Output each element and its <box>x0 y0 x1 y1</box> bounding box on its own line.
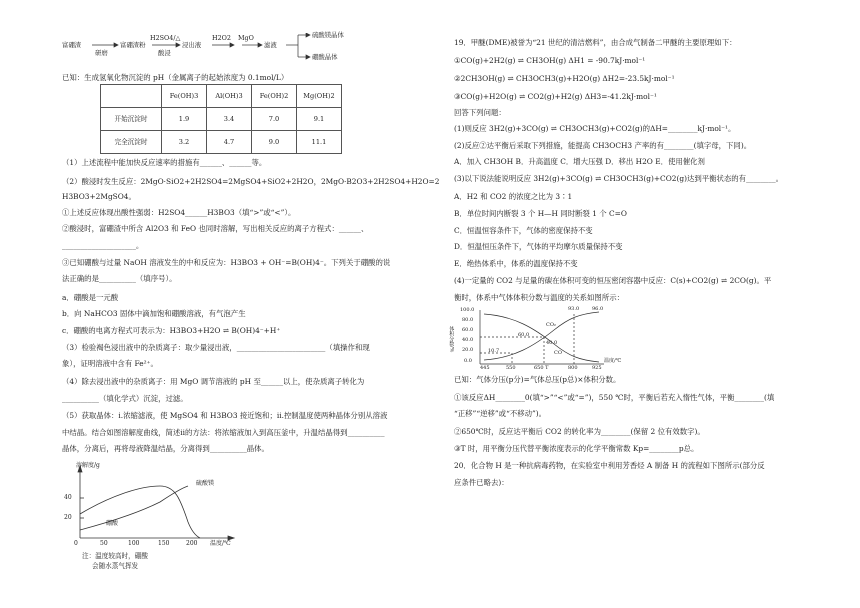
sub-question-2: ②650℃时，反应达平衡后 CO2 的转化率为________(保留 2 位有效数字)。 <box>454 427 705 436</box>
question-5-cont: 中结晶。结合如图溶解度曲线，简述ii的方法：将浓缩液加入到高压釜中，升温结晶得到__________ <box>62 428 385 437</box>
question-1: （1）上述流程中能加快反应速率的措施有______、______等。 <box>62 158 267 167</box>
flow-node-slag: 富硼渣 <box>62 41 82 49</box>
question-2-part2: ②酸浸时，富硼渣中所含 Al2O3 和 FeO 也同时溶解，写出相关反应的离子方程式：______、 <box>62 224 369 233</box>
graph-xlabel: 温度/℃ <box>210 540 231 547</box>
table-cell: 1.9 <box>162 108 207 131</box>
eq-curve-co: CO <box>554 350 562 356</box>
eq-ytick: 100.0 <box>460 307 475 313</box>
flow-node-filtrate: 滤液 <box>264 41 277 49</box>
flow-step-reagent: H2SO4/△ <box>150 34 181 42</box>
eq-xtick: 550 <box>506 365 516 371</box>
part-3-option-a: A．H2 和 CO2 的浓度之比为 3∶1 <box>454 192 573 201</box>
eq-xtick: 445 <box>480 365 490 371</box>
reaction-3: ③CO(g)+H2O(g) ⇌ CO2(g)+H2(g) ΔH3=-41.2kJ·mol⁻¹ <box>454 92 657 101</box>
sub-question-1: ①该反应ΔH________0(填“>”“<”或“=”)，550 ℃时，平衡后若充入惰性气体，平衡________(填 <box>454 393 775 402</box>
eq-graph-ylabel: 体积分数/% <box>448 326 455 353</box>
eq-ytick: 0.0 <box>464 358 472 364</box>
part-3-option-b: B．单位时间内断裂 3 个 H—H 同时断裂 1 个 C=O <box>454 209 627 218</box>
part-3-option-e: E．绝热体系中，体系的温度保持不变 <box>454 259 578 268</box>
part-2-options: A．加入 CH3OH B．升高温度 C．增大压强 D．移出 H2O E．使用催化剂 <box>454 157 705 166</box>
sub-question-1-cont: “正移”“逆移”或“不移动”)。 <box>454 409 547 418</box>
question-3-cont: 象），证明溶液中含有 Fe²⁺。 <box>62 359 158 368</box>
flow-step-mgo: MgO <box>238 34 254 42</box>
table-header-row <box>101 85 342 108</box>
table-cell: 完全沉淀时 <box>101 131 162 154</box>
question-2-cont: H3BO3+2MgSO4。 <box>62 192 136 201</box>
flow-output-boric: 硼酸晶体 <box>312 53 338 61</box>
flow-step-leach: 酸浸 <box>158 49 171 57</box>
flow-step-h2o2: H2O2 <box>212 34 231 42</box>
reaction-2: ②2CH3OH(g) ⇌ CH3OCH3(g)+H2O(g) ΔH2=-23.5kJ·mol⁻¹ <box>454 74 675 83</box>
part-4-cont: 衡时，体系中气体体积分数与温度的关系如图所示： <box>454 293 624 302</box>
graph-note-2: 会随水蒸气挥发 <box>92 562 139 570</box>
graph-note-1: 注：温度较高时，硼酸 <box>82 552 148 560</box>
eq-ytick: 40.0 <box>462 337 474 343</box>
graph-ytick: 40 <box>64 494 72 501</box>
graph-xtick: 100 <box>128 540 140 547</box>
eq-point-label: 40.0 <box>546 340 558 346</box>
process-flow-diagram <box>62 33 432 73</box>
eq-ytick: 20.0 <box>462 347 474 353</box>
right-column <box>448 0 808 608</box>
question-4: （4）除去浸出液中的杂质离子：用 MgO 调节溶液的 pH 至______以上，使杂质离子转化为 <box>62 377 365 386</box>
equilibrium-graph <box>448 306 622 372</box>
eq-curve-co2: CO₂ <box>546 322 556 328</box>
question-2: （2）酸浸时发生反应：2MgO·SiO2+2H2SO4=2MgSO4+SiO2+2H2O，2MgO·B2O3+2H2SO4+H2O=2 <box>62 177 440 186</box>
equilibrium-plot <box>454 306 614 372</box>
solubility-graph <box>64 462 240 572</box>
reaction-1: ①CO(g)+2H2(g) ⇌ CH3OH(g) ΔH1 = -90.7kJ·mol⁻¹ <box>454 56 646 65</box>
answer-prompt: 回答下列问题： <box>454 108 506 117</box>
known-text: 已知：生成氢氧化物沉淀的 pH（金属离子的起始浓度为 0.1mol/L） <box>62 73 289 82</box>
part-1: (1)则反应 3H2(g)+3CO(g) ⇌ CH3OCH3(g)+CO2(g)的ΔH=________kJ·mol⁻¹。 <box>454 124 736 133</box>
part-3: (3)以下说法能说明反应 3H2(g)+3CO(g) ⇌ CH3OCH3(g)+CO2(g)达到平衡状态的有________。 <box>454 174 784 183</box>
table-cell: Al(OH)3 <box>207 85 252 108</box>
flow-node-slag-powder: 富硼渣粉 <box>120 41 146 49</box>
table-cell: Mg(OH)2 <box>297 85 342 108</box>
known-partial-pressure: 已知：气体分压(p分)=气体总压(p总)×体积分数。 <box>454 375 621 384</box>
graph-xtick: 200 <box>186 540 198 547</box>
eq-graph-xlabel: 温度/℃ <box>604 358 622 364</box>
part-4: (4)一定量的 CO2 与足量的碳在体积可变的恒压密闭容器中反应：C(s)+CO2(g) ⇌ 2CO(g)。平 <box>454 276 772 285</box>
graph-ylabel: 溶解度/g <box>76 462 100 469</box>
eq-xtick: 925 <box>592 365 602 371</box>
question-2-part1: ①上述反应体现出酸性强弱：H2SO4______H3BO3（填“>”或“<”）。 <box>62 208 296 217</box>
sub-question-3: ③T 时，用平衡分压代替平衡浓度表示的化学平衡常数 Kp=________p总。 <box>454 444 699 453</box>
question-2-part3: ③已知硼酸与过量 NaOH 溶液发生的中和反应为：H3BO3 + OH⁻=B(OH)4⁻。下列关于硼酸的说 <box>62 258 391 267</box>
option-c: c．硼酸的电离方程式可表示为：H3BO3+H2O ⇌ B(OH)4⁻+H⁺ <box>62 326 281 335</box>
option-b: b．向 NaHCO3 固体中滴加饱和硼酸溶液，有气泡产生 <box>62 309 246 318</box>
question-20-cont: 应条件已略去)： <box>454 478 509 487</box>
question-4-cont: __________（填化学式）沉淀，过滤。 <box>62 394 188 403</box>
table-cell: 3.2 <box>162 131 207 154</box>
table-cell: 3.4 <box>207 108 252 131</box>
question-3: （3）检验褐色浸出液中的杂质离子：取少量浸出液，________________________（填操作和现 <box>62 343 370 352</box>
graph-xtick: 150 <box>158 540 170 547</box>
option-a: a．硼酸是一元酸 <box>62 293 119 302</box>
part-3-option-d: D．恒温恒压条件下，气体的平均摩尔质量保持不变 <box>454 242 623 251</box>
eq-xtick: 650 T <box>534 365 549 371</box>
eq-xtick: 800 <box>568 365 578 371</box>
table-cell: 4.7 <box>207 131 252 154</box>
flow-step-grind: 研磨 <box>95 49 108 57</box>
part-2: (2)反应②达平衡后采取下列措施，能提高 CH3OCH3 产率的有________(填字母，下同)。 <box>454 141 752 150</box>
eq-point-label: 10.7 <box>488 348 500 354</box>
question-2-part2-cont: ____________________。 <box>62 241 144 250</box>
eq-point-label: 93.0 <box>568 306 580 312</box>
table-cell: 7.0 <box>252 108 297 131</box>
left-column <box>62 0 440 608</box>
table-cell: 开始沉淀时 <box>101 108 162 131</box>
question-20: 20．化合物 H 是一种抗病毒药物，在实验室中利用芳香烃 A 制备 H 的流程如下图所示(部分反 <box>454 461 765 470</box>
flow-node-leachate: 浸出液 <box>182 41 202 49</box>
eq-point-label: 96.0 <box>592 306 604 312</box>
table-cell: Fe(OH)3 <box>162 85 207 108</box>
ph-table <box>100 84 342 154</box>
question-5: （5）获取晶体：i.浓缩滤液，使 MgSO4 和 H3BO3 接近饱和；ii.控制温度使两种晶体分别从溶液 <box>62 411 388 420</box>
curve-label-boric: 硼酸 <box>106 520 119 527</box>
table-cell: 9.0 <box>252 131 297 154</box>
table-cell: 11.1 <box>297 131 342 154</box>
flow-output-mgso4: 硫酸镁晶体 <box>312 31 344 39</box>
question-2-part3-cont: 法正确的是__________（填序号）。 <box>62 274 177 283</box>
table-cell <box>101 85 162 108</box>
eq-point-label: 60.0 <box>518 332 530 338</box>
table-row <box>101 131 342 154</box>
table-row <box>101 108 342 131</box>
curve-label-mgso4: 硫酸镁 <box>196 480 215 487</box>
eq-ytick: 60.0 <box>462 327 474 333</box>
graph-xtick: 50 <box>100 540 108 547</box>
part-3-option-c: C．恒温恒容条件下，气体的密度保持不变 <box>454 226 593 235</box>
question-5-cont2: 晶体，分离后，再将母液降温结晶，分离得到__________晶体。 <box>62 444 269 453</box>
table-cell: Fe(OH)2 <box>252 85 297 108</box>
eq-ytick: 80.0 <box>462 317 474 323</box>
question-19: 19．甲醚(DME)被誉为“21 世纪的清洁燃料”，由合成气制备二甲醚的主要原理如下： <box>454 38 737 47</box>
graph-xtick: 0 <box>74 540 78 547</box>
table-cell: 9.1 <box>297 108 342 131</box>
graph-ytick: 20 <box>64 514 72 521</box>
